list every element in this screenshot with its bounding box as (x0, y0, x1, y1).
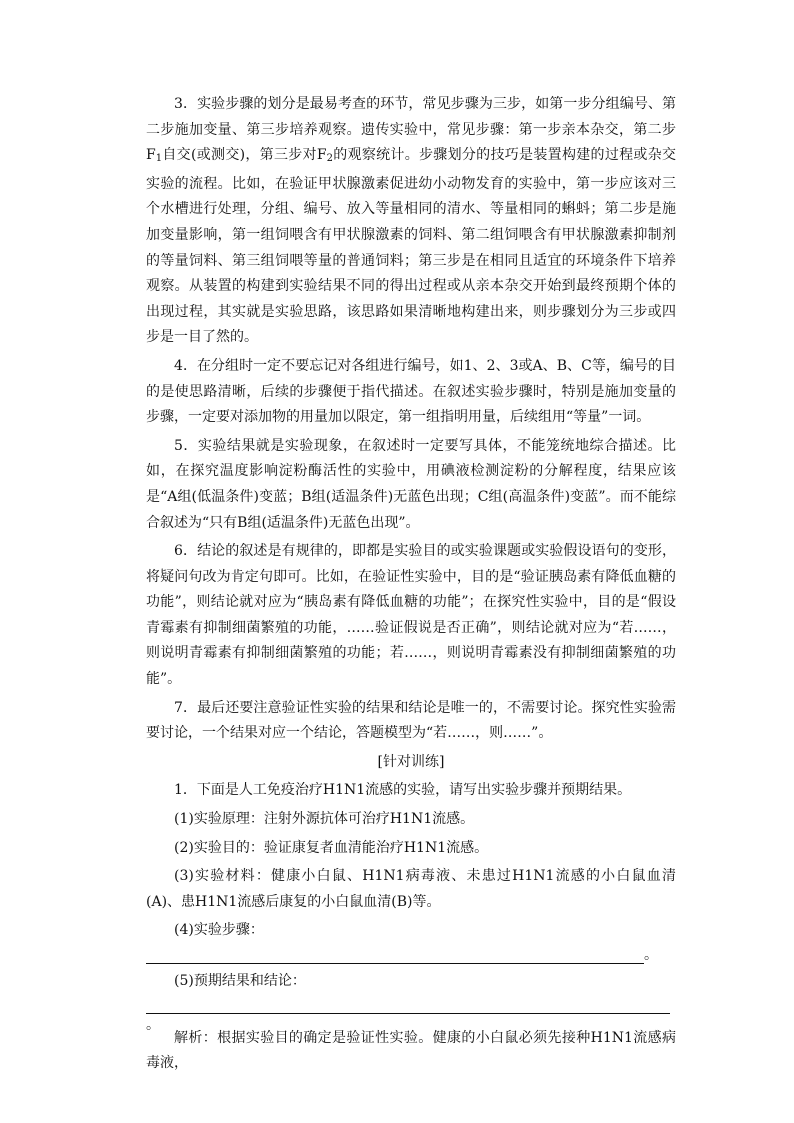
text-run: 的观察统计。步骤划分的技巧是装置构建的过程或杂交实验的流程。比如，在验证甲状腺激素促进幼小动物发育的实验中，第一步应该对三个水槽进行处理，分组、编号、放入等量相同的清水、等量相同的蝌蚪；第二步是施加变量影响，第一组饲喂含有甲状腺激素的饲料、第二组饲喂含有甲状腺激素抑制剂的等量饲料、第三组饲喂等量的普通饲料；第三步是在相同且适宜的环境条件下培养观察。从装置的构建到实验结果不同的得出过程或从亲本杂交开始到最终预期个体的出现过程，其实就是实验思路，该思路如果清晰地构建出来，则步骤划分为三步或四步是一目了然的。 (146, 147, 677, 346)
paragraph-results: 5．实验结果就是实验现象，在叙述时一定要写具体，不能笼统地综合描述。比如，在探究温度影响淀粉酶活性的实验中，用碘液检测淀粉的分解程度，结果应该是“A组(低温条件)变蓝；B组(适温条件)无蓝色出现；C组(高温条件)变蓝”。而不能综合叙述为“只有B组(适温条件)无蓝色出现”。 (146, 437, 676, 531)
document-body (146, 92, 676, 1077)
question-item-materials: (3)实验材料：健康小白鼠、H1N1病毒液、未患过H1N1流感的小白鼠血清(A)、患H1N1流感后康复的小白鼠血清(B)等。 (146, 868, 676, 910)
question-item-expected: (5)预期结果和结论： (174, 973, 306, 989)
paragraph-conclusion: 6．结论的叙述是有规律的，即都是实验目的或实验课题或实验假设语句的变形，将疑问句改为肯定句即可。比如，在验证性实验中，目的是“验证胰岛素有降低血糖的功能”，则结论就对应为“胰岛素有降低血糖的功能”；在探究性实验中，目的是“假设青霉素有抑制细菌繁殖的功能，……验证假说是否正确”，则结论就对应为“若……，则说明青霉素有抑制细菌繁殖的功能；若……，则说明青霉素没有抑制细菌繁殖的功能”。 (146, 543, 676, 688)
answer-line-expected[interactable] (146, 995, 676, 1033)
text-run: 自交(或测交)，第三步对F (162, 147, 327, 164)
training-heading: [针对训练] (377, 753, 445, 770)
subscript: 2 (326, 153, 333, 165)
paragraph-final-note: 7．最后还要注意验证性实验的结果和结论是唯一的，不需要讨论。探究性实验需要讨论，一个结果对应一个结论，答题模型为“若……，则……”。 (146, 699, 676, 742)
answer-line-steps[interactable] (146, 944, 676, 969)
question-1: 1．下面是人工免疫治疗H1N1流感的实验，请写出实验步骤并预期结果。 (174, 782, 632, 799)
question-item-steps: (4)实验步骤： (174, 922, 264, 939)
period-mark: 。 (146, 1016, 160, 1033)
paragraph-step-division (146, 92, 676, 351)
text-run: 3．实验步骤的划分是最易考查的环节，常见步骤为三步，如第一步分组编号、第二步施加变量、第三步培养观察。遗传实验中，常见步骤：第一步亲本杂交，第二步F (146, 96, 676, 164)
subscript: 1 (155, 153, 163, 165)
question-item-purpose: (2)实验目的：验证康复者血清能治疗H1N1流感。 (174, 839, 489, 856)
answer-blank[interactable] (146, 945, 644, 964)
answer-blank[interactable] (146, 995, 670, 1014)
paragraph-grouping: 4．在分组时一定不要忘记对各组进行编号，如1、2、3或A、B、C等，编号的目的是使思路清晰，后续的步骤便于指代描述。在叙述实验步骤时，特别是施加变量的步骤，一定要对添加物的用量加以限定，第一组指明用量，后续组用“等量”一词。 (146, 357, 676, 426)
analysis-text: 解析：根据实验目的确定是验证性实验。健康的小白鼠必须先接种H1N1流感病毒液， (146, 1029, 676, 1072)
question-item-principle: (1)实验原理：注射外源抗体可治疗H1N1流感。 (174, 811, 475, 828)
period-mark: 。 (644, 947, 658, 963)
